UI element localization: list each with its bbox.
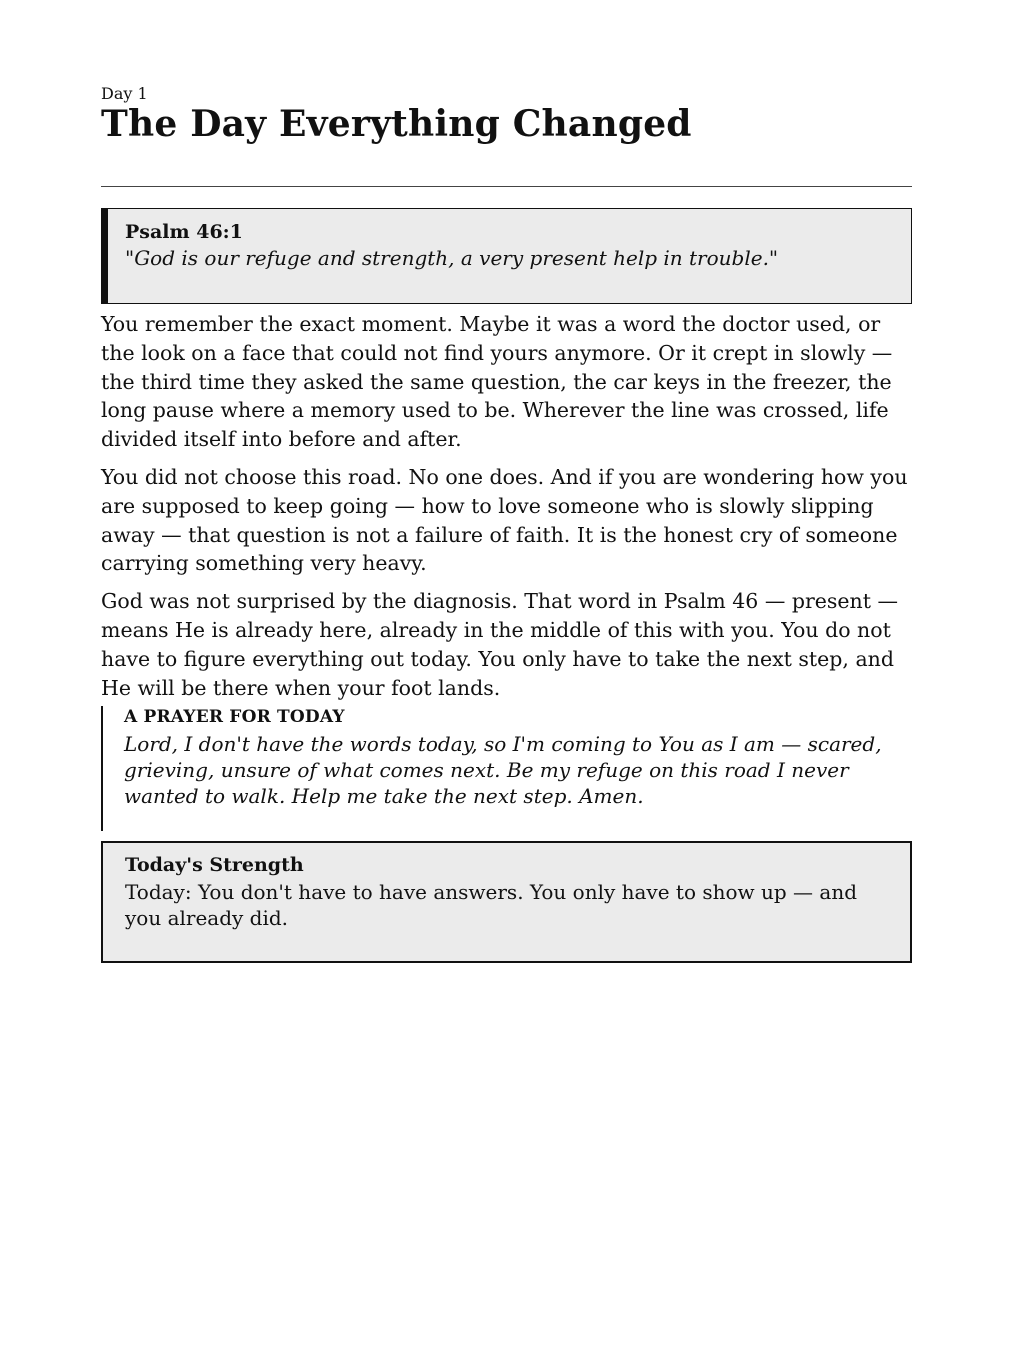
open-quote: " [125, 246, 135, 270]
page-title: The Day Everything Changed [101, 103, 692, 145]
body-paragraph: God was not surprised by the diagnosis. That word in Psalm 46 — present — means He is already here, already in the middle of this with you. You do not have to figure everything out today. You only have to take the next step, and He will be there when your foot lands. [101, 589, 898, 700]
prayer-heading: A PRAYER FOR TODAY [124, 707, 345, 728]
scripture-reference: Psalm 46:1 [125, 221, 243, 243]
scripture-box [101, 208, 912, 304]
strength-text: Today: You don't have to have answers. You only have to show up — and you already did. [125, 880, 858, 931]
close-quote: " [768, 246, 779, 270]
todays-strength-box [101, 841, 912, 963]
prayer-block [101, 706, 912, 831]
body-paragraph: You remember the exact moment. Maybe it was a word the doctor used, or the look on a face that could not find yours anymore. Or it crept in slowly — the third time they asked the same question, the car keys in the freezer, the long pause where a memory used to be. Wherever the line was crossed, life divided itself into before and after. [101, 312, 893, 452]
scripture-quote [125, 244, 895, 272]
scripture-text: God is our refuge and strength, a very present help in trouble. [134, 246, 769, 270]
devotional-page [101, 84, 912, 963]
prayer-text: Lord, I don't have the words today, so I'm coming to You as I am — scared, grieving, unsure of what comes next. Be my refuge on this road I never wanted to walk. Help me take the next step. Amen. [124, 732, 882, 809]
body-paragraph: You did not choose this road. No one does. And if you are wondering how you are supposed to keep going — how to love someone who is slowly slipping away — that question is not a failure of faith. It is the honest cry of someone carrying something very heavy. [101, 464, 908, 576]
divider [101, 186, 912, 187]
strength-heading: Today's Strength [125, 854, 304, 877]
day-label: Day 1 [101, 84, 148, 103]
